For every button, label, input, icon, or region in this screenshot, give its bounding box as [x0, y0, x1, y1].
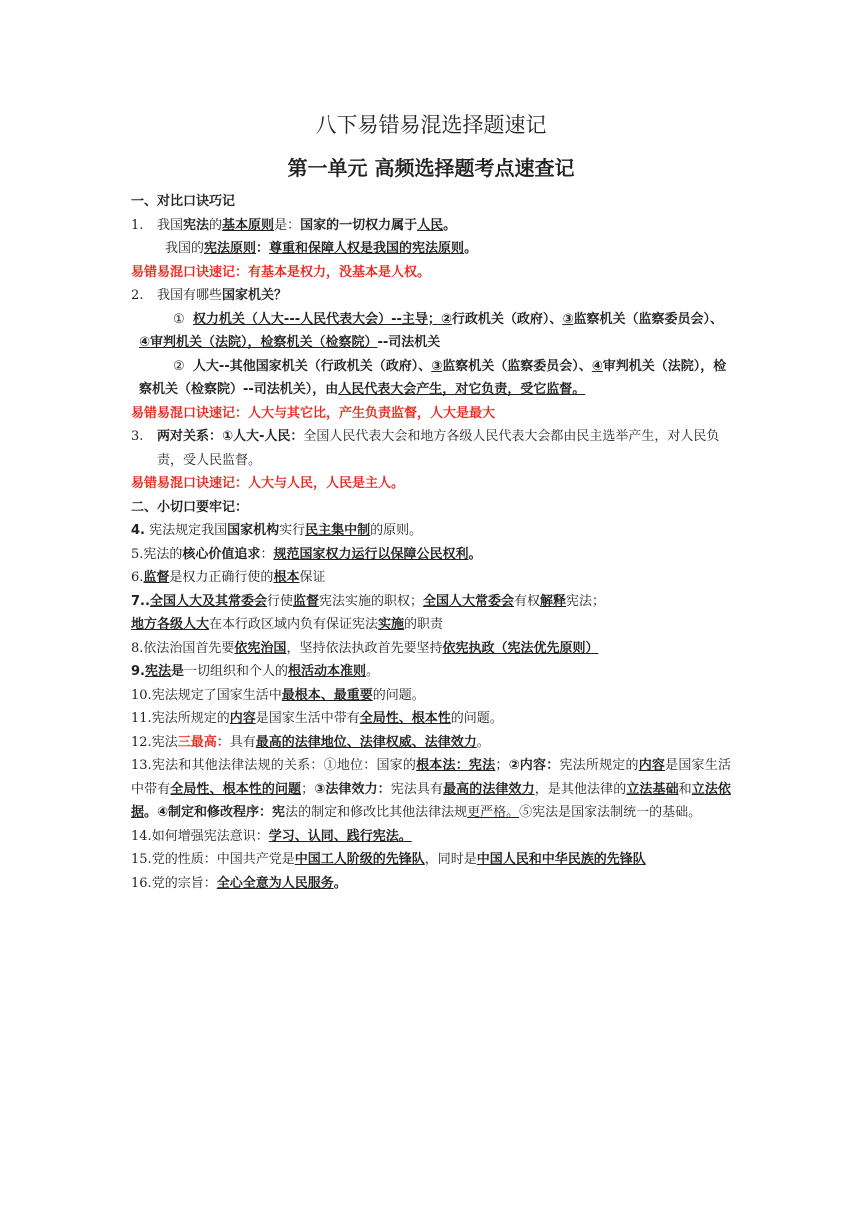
item-7-line-2: 地方各级人大在本行政区域内负有保证宪法实施的职责: [131, 617, 444, 632]
item-2: 2. 我国有哪些国家机关？: [131, 288, 288, 303]
tip-3: 易错易混口诀速记：人大与人民，人民是主人。: [131, 476, 405, 491]
tip-2: 易错易混口诀速记：人大与其它比，产生负责监督，人大是最大: [131, 405, 496, 421]
item-9: 9.宪法是一切组织和个人的根活动本准则。: [131, 664, 380, 679]
item-6: 6.监督是权力正确行使的根本保证: [131, 570, 326, 585]
item-5: 5.宪法的核心价值追求：规范国家权力运行以保障公民权利。: [131, 546, 482, 562]
item-7: 7..全国人大及其常委会行使监督宪法实施的职权；全国人大常委会有权解释宪法；: [131, 593, 606, 609]
item-8: 8.依法治国首先要依宪治国，坚持依法执政首先要坚持依宪执政（宪法优先原则）: [131, 640, 599, 656]
tip-1: 易错易混口诀速记：有基本是权力，没基本是人权。: [131, 264, 431, 280]
item-2-point-1: ① 权力机关（人大---人民代表大会）--主导；②行政机关（政府）、③监察机关（监察委员会）、④审判机关（法院），检察机关（检察院）--司法机关: [139, 311, 723, 350]
item-16: 16.党的宗旨：全心全意为人民服务。: [131, 875, 347, 891]
item-1: 1. 我国宪法的基本原则是：国家的一切权力属于人民。: [131, 217, 457, 233]
section-heading-1: 一、对比口诀巧记: [131, 194, 236, 209]
item-14: 14.如何增强宪法意识：学习、认同、践行宪法。: [131, 828, 412, 844]
section-heading-2: 二、小切口要牢记：: [131, 499, 249, 515]
item-10: 10.宪法规定了国家生活中最根本、最重要的问题。: [131, 687, 425, 703]
unit-title: 第一单元 高频选择题考点速查记: [287, 156, 575, 180]
item-11: 11.宪法所规定的内容是国家生活中带有全局性、根本性的问题。: [131, 711, 503, 726]
item-15: 15.党的性质：中国共产党是中国工人阶级的先锋队，同时是中国人民和中华民族的先锋队: [131, 852, 646, 867]
doc-title: 八下易错易混选择题速记: [315, 113, 547, 137]
item-1-line-2: 我国的宪法原则：尊重和保障人权是我国的宪法原则。: [165, 241, 478, 256]
item-2-point-2: ② 人大--其他国家机关（行政机关（政府）、③监察机关（监察委员会）、④审判机关（法院），检察机关（检察院）--司法机关），由人民代表大会产生，对它负责，受它监督。: [139, 358, 727, 397]
item-13: 13.宪法和其他法律法规的关系：①地位：国家的根本法：宪法；②内容：宪法所规定的内容是国家生活中带有全局性、根本性的问题；③法律效力：宪法具有最高的法律效力，是其他法律的立法基础和立法依据。④制定和修改程序：宪法的制定和修改比其他法律法规更严格。⑤宪法是国家法制统一的基础。: [131, 758, 731, 820]
item-12: 12.宪法三最高：具有最高的法律地位、法律权威、法律效力。: [131, 734, 490, 750]
item-3: 3. 两对关系：①人大-人民：全国人民代表大会和地方各级人民代表大会都由民主选举产生，对人民负责，受人民监督。: [131, 429, 720, 468]
item-4: 4. 宪法规定我国国家机构实行民主集中制的原则。: [131, 523, 423, 538]
document-page: [131, 108, 731, 895]
